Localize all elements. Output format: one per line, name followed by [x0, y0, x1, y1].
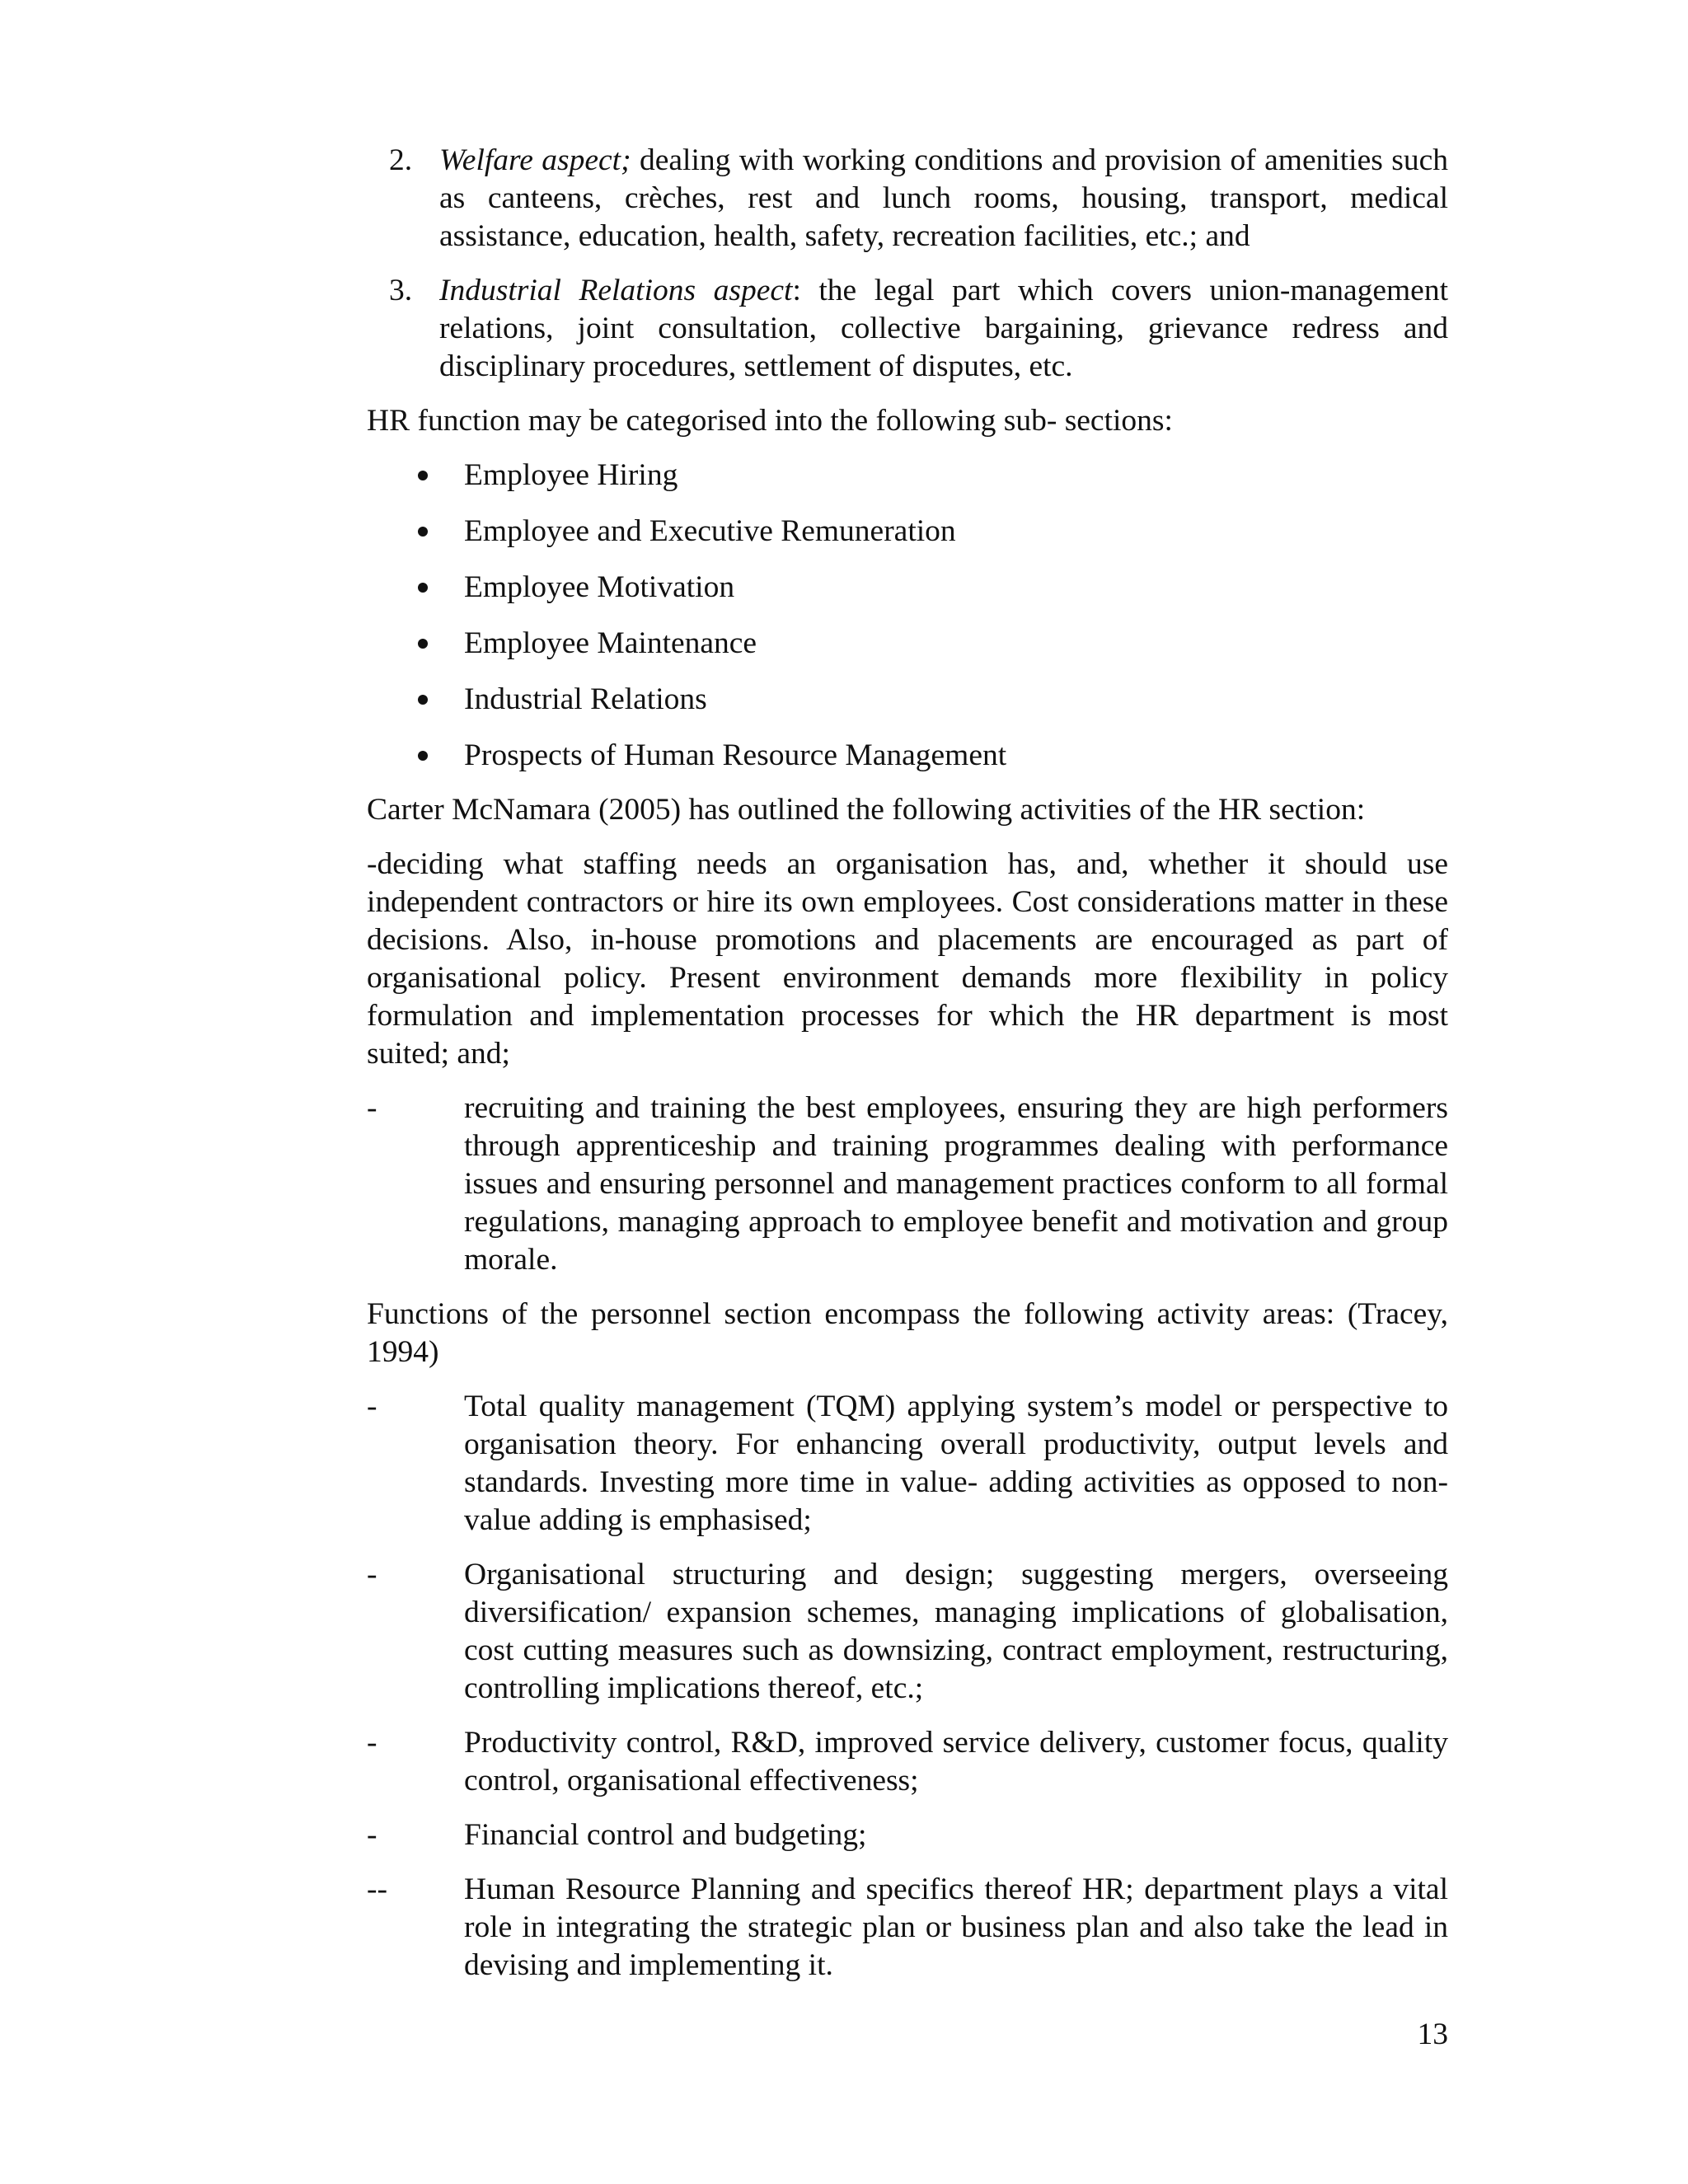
- activity-item-financial: [367, 1816, 1448, 1854]
- bullet-icon: [418, 751, 428, 761]
- document-page: [367, 142, 1448, 2001]
- item-text: dealing with working conditions and provision of amenities such as canteens, crèches, rest and lunch rooms, housing, transport, medical assistance, education, health, safety, recreation facilities, etc.; and: [439, 143, 1448, 253]
- functions-intro: Functions of the personnel section encompass the following activity areas: (Tracey, 1994): [367, 1297, 1448, 1369]
- bullet-icon: [418, 583, 428, 593]
- hr-subsections-list: [367, 457, 1448, 775]
- dash-item-text: Organisational structuring and design; suggesting mergers, overseeing diversification/ expansion schemes, managing implications of globalisation, cost cutting measures such as downsizing, contract employment, restructuring, controlling implications thereof, etc.;: [464, 1558, 1448, 1705]
- deciding-paragraph: -deciding what staffing needs an organisation has, and, whether it should use independent contractors or hire its own employees. Cost considerations matter in these decisions. Also, in-house promotions and placements are encouraged as part of organisational policy. Present environment demands more flexibility in policy formulation and implementation processes for which the HR department is most suited; and;: [367, 847, 1448, 1071]
- dash-marker: --: [367, 1872, 387, 1906]
- list-item: [367, 625, 1448, 663]
- list-item: [367, 681, 1448, 719]
- page-number: 13: [1417, 2018, 1448, 2051]
- activity-item-structuring: [367, 1556, 1448, 1708]
- activity-item-productivity: [367, 1724, 1448, 1800]
- dash-marker: -: [367, 1558, 377, 1591]
- list-item-text: Employee Maintenance: [464, 626, 757, 660]
- bullet-icon: [418, 471, 428, 480]
- dash-marker: -: [367, 1818, 377, 1852]
- item-number: 3.: [389, 274, 413, 307]
- list-item-text: Industrial Relations: [464, 682, 707, 716]
- list-item: [367, 737, 1448, 775]
- bullet-icon: [418, 695, 428, 705]
- item-term: Welfare aspect;: [439, 143, 631, 177]
- list-item: [367, 457, 1448, 494]
- dash-item-text: Financial control and budgeting;: [464, 1818, 867, 1852]
- numbered-item-welfare: [367, 142, 1448, 255]
- item-term: Industrial Relations aspect: [439, 274, 793, 307]
- item-text: : the legal part which covers union-management relations, joint consultation, collective bargaining, grievance redress and disciplinary procedures, settlement of disputes, etc.: [439, 274, 1448, 383]
- dash-item-text: Productivity control, R&D, improved service delivery, customer focus, quality control, organisational effectiveness;: [464, 1726, 1448, 1797]
- dash-marker: -: [367, 1726, 377, 1760]
- list-item-text: Employee Hiring: [464, 458, 678, 492]
- activity-item-tqm: [367, 1388, 1448, 1540]
- numbered-item-industrial-relations: [367, 272, 1448, 386]
- list-item: [367, 513, 1448, 551]
- list-item-text: Prospects of Human Resource Management: [464, 738, 1007, 772]
- list-item: [367, 569, 1448, 607]
- dash-marker: -: [367, 1390, 377, 1423]
- dash-marker: -: [367, 1091, 377, 1125]
- mcnamara-intro: Carter McNamara (2005) has outlined the following activities of the HR section:: [367, 793, 1366, 827]
- dash-item-text: Human Resource Planning and specifics thereof HR; department plays a vital role in integrating the strategic plan or business plan and also take the lead in devising and implementing it.: [464, 1872, 1448, 1982]
- item-number: 2.: [389, 143, 413, 177]
- activity-item-hr-planning: [367, 1871, 1448, 1985]
- dash-item-text: Total quality management (TQM) applying system’s model or perspective to organisation theory. For enhancing overall productivity, output levels and standards. Investing more time in value- adding activities as opposed to non- value adding is emphasised;: [464, 1390, 1448, 1537]
- hr-subsections-intro: HR function may be categorised into the following sub- sections:: [367, 404, 1173, 438]
- bullet-icon: [418, 639, 428, 649]
- bullet-icon: [418, 527, 428, 537]
- list-item-text: Employee Motivation: [464, 570, 735, 604]
- recruiting-item: [367, 1090, 1448, 1279]
- list-item-text: Employee and Executive Remuneration: [464, 514, 956, 548]
- dash-item-text: recruiting and training the best employees, ensuring they are high performers through apprenticeship and training programmes dealing with performance issues and ensuring personnel and management practices conform to all formal regulations, managing approach to employee benefit and motivation and group morale.: [464, 1091, 1448, 1277]
